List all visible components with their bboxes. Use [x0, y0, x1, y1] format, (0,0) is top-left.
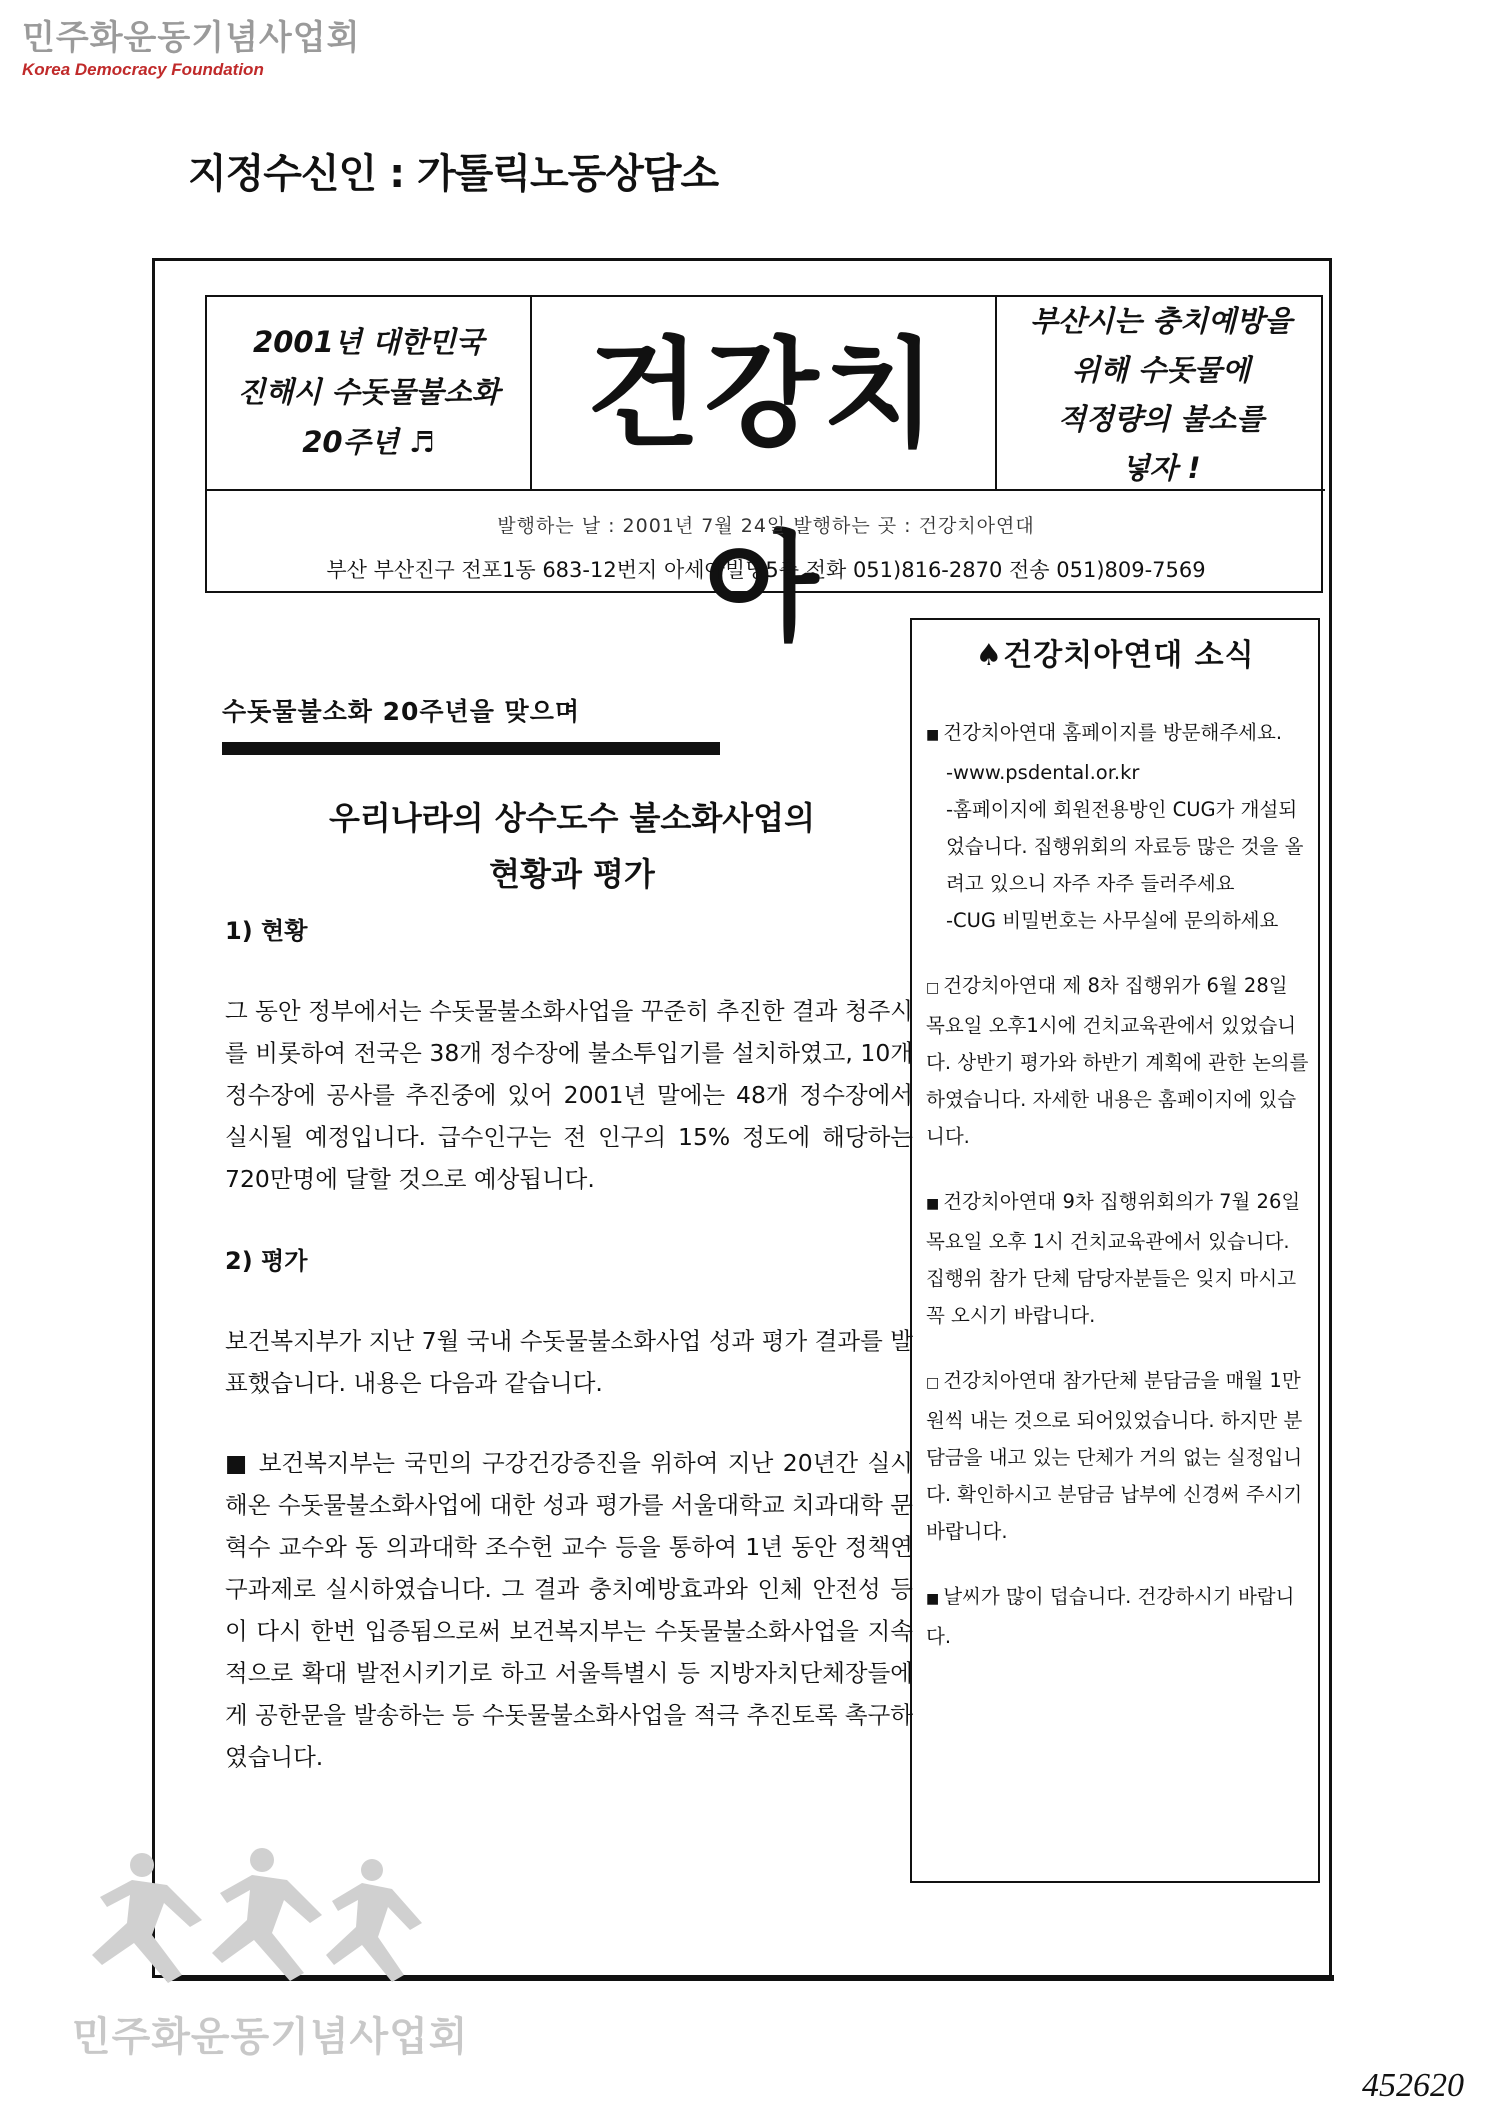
- article-paragraph: ■ 보건복지부는 국민의 구강건강증진을 위하여 지난 20년간 실시해온 수돗물불소화사업에 대한 성과 평가를 서울대학교 치과대학 문혁수 교수와 동 의과대학 조수헌 교수 등을 통하여 1년 동안 정책연구과제로 실시하였습니다. 그 결과 충치예방효과와 인체 안전성 등이 다시 한번 입증됨으로써 보건복지부는 수돗물불소화사업을 지속적으로 확대 발전시키기로 하고 서울특별시 등 지방자치단체장들에게 공한문을 발송하는 등 수돗물불소화사업을 적극 추진토록 촉구하였습니다.: [225, 1449, 913, 1771]
- slogan-line: 넣자 !: [1121, 451, 1201, 485]
- news-item: [926, 967, 1310, 1155]
- masthead-left-line: 진해시 수돗물불소화: [237, 375, 500, 409]
- recipient-line: 지정수신인 : 가톨릭노동상담소: [188, 151, 719, 197]
- sidebar-news-list: [926, 714, 1310, 1655]
- masthead-left-line: 20주년 ♬: [302, 425, 435, 459]
- article-title: [222, 790, 922, 902]
- newsletter-title: 건강치아: [532, 297, 995, 491]
- news-item: [926, 714, 1310, 939]
- bullet-icon: ■: [926, 1196, 940, 1212]
- article-title-line: 현황과 평가: [489, 855, 655, 893]
- news-item: [926, 1183, 1310, 1334]
- bullet-icon: ■: [926, 1591, 940, 1607]
- bullet-icon: □: [926, 980, 940, 996]
- watermark-bottom: 민주화운동기념사업회: [72, 2014, 469, 2060]
- document-number: 452620: [1362, 2067, 1464, 2104]
- news-item-sub: -CUG 비밀번호는 사무실에 문의하세요: [946, 909, 1279, 932]
- news-sidebar: [910, 618, 1320, 1883]
- slogan-line: 부산시는 충치예방을: [1029, 304, 1293, 338]
- masthead-slogan: [995, 297, 1325, 491]
- news-item: [926, 1362, 1310, 1550]
- article-title-line: 우리나라의 상수도수 불소화사업의: [329, 799, 815, 837]
- section-title: 수돗물불소화 20주년을 맞으며: [222, 697, 580, 726]
- slogan-line: 위해 수돗물에: [1071, 353, 1251, 387]
- publication-address-line: 부산 부산진구 전포1동 683-12번지 아세아빌딩5층 전화 051)816-2870 전송 051)809-7569: [326, 558, 1206, 582]
- publication-info: [207, 491, 1325, 595]
- article-heading-status: 1) 현황: [225, 917, 308, 945]
- runners-watermark-icon: [72, 1845, 432, 1995]
- watermark-top: [22, 18, 360, 80]
- section-divider: [222, 742, 720, 755]
- news-item-text: 건강치아연대 홈페이지를 방문해주세요.: [943, 721, 1283, 744]
- article-body: [225, 910, 913, 1778]
- news-item-text: 건강치아연대 참가단체 분담금을 매월 1만원씩 내는 것으로 되어있었습니다. 하지만 분담금을 내고 있는 단체가 거의 없는 실정입니다. 확인하시고 분담금 납부에 신경써 주시기 바랍니다.: [926, 1369, 1303, 1543]
- sidebar-title: ♠건강치아연대 소식: [975, 638, 1255, 673]
- masthead-left: [207, 297, 532, 491]
- news-item-sub: -홈페이지에 회원전용방인 CUG가 개설되었습니다. 집행위회의 자료등 많은 것을 올려고 있으니 자주 자주 들러주세요: [946, 798, 1304, 895]
- publication-date-line: 발행하는 날 : 2001년 7월 24일 발행하는 곳 : 건강치아연대: [497, 515, 1035, 537]
- article-paragraph: 그 동안 정부에서는 수돗물불소화사업을 꾸준히 추진한 결과 청주시를 비롯하여 전국은 38개 정수장에 불소투입기를 설치하였고, 10개 정수장에 공사를 추진중에 있어 2001년 말에는 48개 정수장에서 실시될 예정입니다. 급수인구는 전 인구의 15% 정도에 해당하는 720만명에 달할 것으로 예상됩니다.: [225, 997, 913, 1193]
- news-item-text: 날씨가 많이 덥습니다. 건강하시기 바랍니다.: [926, 1585, 1295, 1648]
- slogan-line: 적정량의 불소를: [1057, 402, 1265, 436]
- bullet-icon: □: [926, 1375, 940, 1391]
- news-item-sub: -www.psdental.or.kr: [946, 761, 1140, 784]
- bullet-icon: ■: [926, 727, 940, 743]
- news-item: [926, 1578, 1310, 1655]
- masthead-left-line: 2001년 대한민국: [253, 325, 484, 359]
- news-item-text: 건강치아연대 제 8차 집행위가 6월 28일 목요일 오후1시에 건치교육관에서 있었습니다. 상반기 평가와 하반기 계획에 관한 논의를 하였습니다. 자세한 내용은 홈페이지에 있습니다.: [926, 974, 1309, 1148]
- watermark-english: Korea Democracy Foundation: [22, 60, 264, 79]
- watermark-korean: 민주화운동기념사업회: [22, 18, 361, 58]
- news-item-text: 건강치아연대 9차 집행위회의가 7월 26일 목요일 오후 1시 건치교육관에서 있습니다. 집행위 참가 단체 담당자분들은 잊지 마시고 꼭 오시기 바랍니다.: [926, 1190, 1301, 1327]
- article-paragraph: 보건복지부가 지난 7월 국내 수돗물불소화사업 성과 평가 결과를 발표했습니다. 내용은 다음과 같습니다.: [225, 1327, 913, 1397]
- article-heading-evaluation: 2) 평가: [225, 1247, 308, 1275]
